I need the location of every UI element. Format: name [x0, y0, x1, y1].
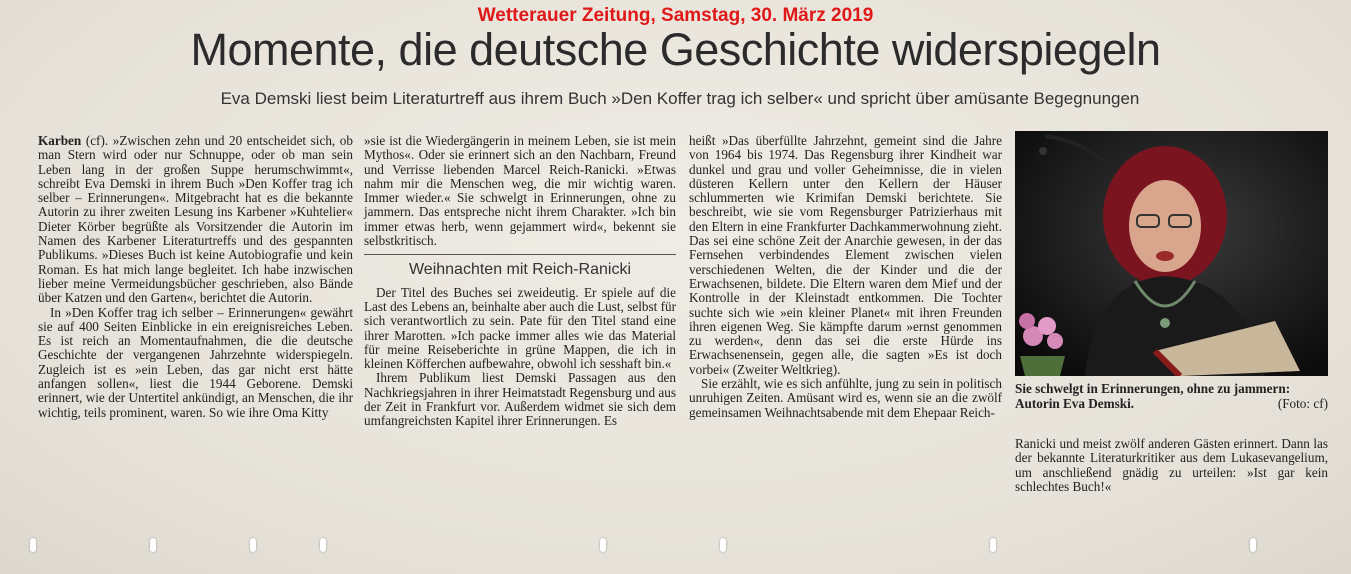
paragraph	[38, 134, 353, 306]
article-column-3	[689, 134, 1002, 420]
paragraph-text: (cf). »Zwischen zehn und 20 entscheidet sich, ob man Stern wird oder nur Schnuppe, oder ob man sein Leben lang in der großen Suppe herumschwimmt«, schreibt Eva Demski in ihrem Buch »Den Koffer trag ich selber – Erinnerungen«. Mitgebracht hat es die bekannte Autorin zu ihrer zweiten Lesung ins Karbener »Kuhtelier« Dieter Körber begrüßte als Vorsitzender die Autorin im Namen des Karbener Literaturtreffs und des gespannten Publikums. »Dieses Buch ist keine Autobiografie und kein Roman. Es hat mich lange begleitet. Ich habe inzwischen lieber meine Vermeidungsbücher geschrieben, also Bände über Katzen und den Garten«, berichtet die Autorin.	[38, 133, 353, 306]
dateline: Karben	[38, 133, 82, 148]
punch-hole	[30, 538, 36, 552]
subheadline: Eva Demski liest beim Literaturtreff aus ihrem Buch »Den Koffer trag ich selber« und spricht über amüsante Begegnungen	[220, 89, 1140, 108]
paragraph: Ihrem Publikum liest Demski Passagen aus den Nachkriegsjahren in ihrer Heimatstadt Regensburg und aus der Zeit in Frankfurt vor. Außerdem widmet sie sich dem umfangreichsten Kapitel ihrer Erinnerungen. Es	[364, 370, 676, 429]
source-line: Wetterauer Zeitung, Samstag, 30. März 2019	[477, 5, 874, 26]
author-photo	[1015, 131, 1328, 376]
photo-credit: (Foto: cf)	[1277, 396, 1328, 411]
article-column-4	[1015, 437, 1328, 494]
article-column-2	[364, 134, 676, 429]
photo-caption	[1015, 381, 1328, 411]
subhead-divider	[364, 254, 676, 255]
paragraph: Sie erzählt, wie es sich anfühlte, jung zu sein in politisch unruhigen Zeiten. Amüsant wird es, wenn sie an die zwölf gemeinsamen Weihnachtsabende mit dem Ehepaar Reich-	[689, 376, 1002, 420]
punch-hole	[720, 538, 726, 552]
punch-hole	[600, 538, 606, 552]
punch-hole	[990, 538, 996, 552]
article-column-1	[38, 134, 353, 420]
punch-hole	[1250, 538, 1256, 552]
subhead: Weihnachten mit Reich-Ranicki	[408, 261, 631, 279]
paragraph: Der Titel des Buches sei zweideutig. Er spiele auf die Last des Lebens an, beinhalte aber auch die Lust, selbst für sich verantwortlich zu sein. Pate für den Titel stand eine ihrer Marotten. »Ich packe immer alles wie das Material für meine Reiseberichte in grüne Mappen, die ich in kleinen Köfferchen aufbewahre, obwohl ich sesshaft bin.«	[364, 284, 676, 372]
paragraph: In »Den Koffer trag ich selber – Erinnerungen« gewährt sie auf 400 Seiten Einblicke in ein ereignisreiches Leben. Es ist reich an Momentaufnahmen, die die deutsche Geschichte der vergangenen Jahrzehnte widerspiegeln. Zugleich ist es »ein Leben, das gar nicht erst hätte anfangen sollen«, liest die 1944 Geborene. Demski erinnert, wie der Untertitel ankündigt, an Menschen, die ihr wichtig, teils prominent, waren. So wie ihre Oma Kitty	[38, 304, 353, 420]
paragraph: heißt »Das überfüllte Jahrzehnt, gemeint sind die Jahre von 1964 bis 1974. Das Regensburg ihrer Kindheit war dunkel und grau und voller Geheimnisse, die in vielen düsteren Kellern unter den Kellern der Häuser schlummerten wie Krimifan Demski berichtete. Sie beschreibt, wie sie vom Regensburger Patrizierhaus mit den Eltern in eine Frankfurter Dachkammerwohnung zieht. Das sei eine schöne Zeit der Anarchie gewesen, in der das Fernsehen verbindendes Element zwischen vielen verschiedenen Welten, die der Kinder und die der Erwachsenen, bildete. Die Eltern waren dem Mief und der Kontrolle in der Kleinstadt entkommen. Die Tochter suchte sich wie »ein kleiner Planet« mit ihren Freunden ihren eigenen Weg. Sie kämpfte darum »ernst genommen zu werden«, denn das sei die erste Hürde ins Erwachsenensein, gegen alle, die sagten »Es ist doch vorbei« (Zweiter Weltkrieg).	[689, 133, 1002, 377]
punch-hole	[250, 538, 256, 552]
punch-hole	[150, 538, 156, 552]
author-photo-image	[1015, 131, 1328, 376]
caption-text: Sie schwelgt in Erinnerungen, ohne zu jammern: Autorin Eva Demski.	[1015, 381, 1291, 411]
paragraph: »sie ist die Wiedergängerin in meinem Leben, sie ist mein Mythos«. Oder sie erinnert sich an den Nachbarn, Freund und Verrisse liebenden Marcel Reich-Ranicki. »Etwas nahm mir die Menschen weg, die mir wichtig waren. Immer wieder.« Sie schwelgt in Erinnerungen, ohne zu jammern. Das entspreche nicht ihrem Charakter. »Ich bin immer etwas herb, wenn gejammert wird«, bekennt sie selbstkritisch.	[364, 133, 676, 249]
punch-hole	[320, 538, 326, 552]
headline: Momente, die deutsche Geschichte widerspiegeln	[190, 24, 1161, 75]
paragraph: Ranicki und meist zwölf anderen Gästen erinnert. Dann las der bekannte Literaturkritiker aus dem Lukasevangelium, um anschließend gnädig zu urteilen: »Ist gar kein schlechtes Buch!«	[1015, 436, 1328, 494]
